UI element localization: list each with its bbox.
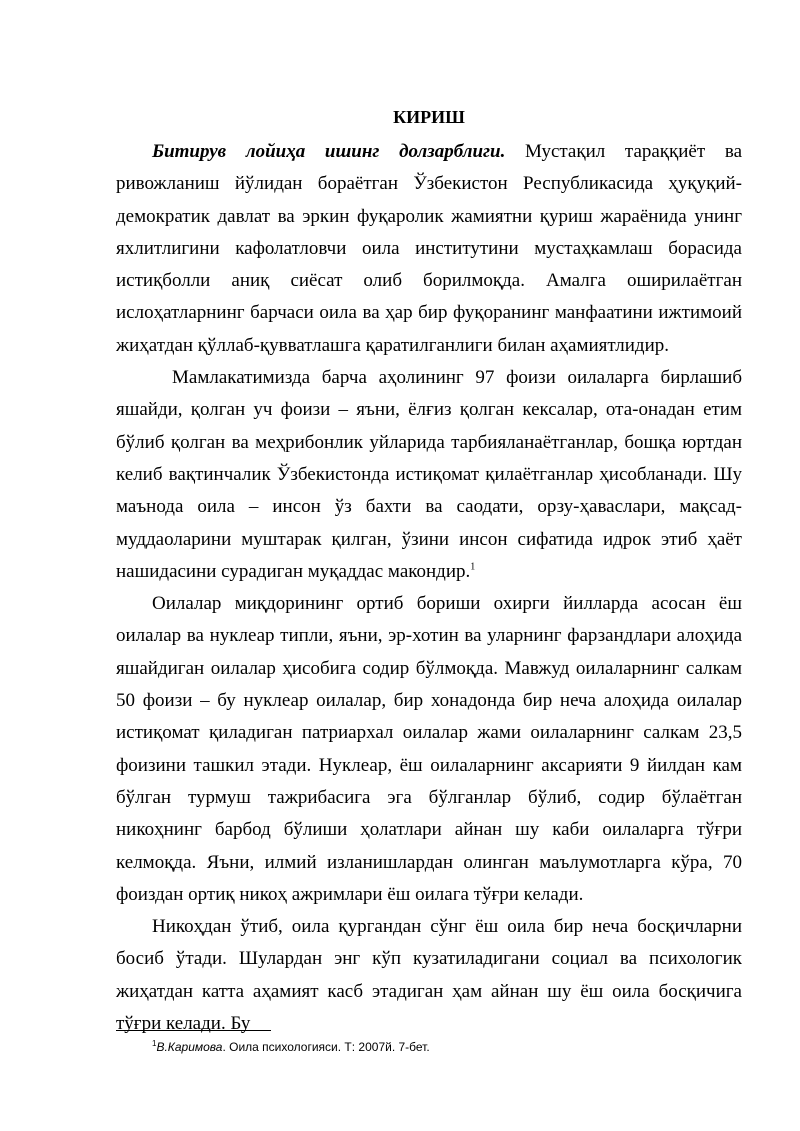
paragraph-2-text: Мамлакатимизда барча аҳолининг 97 фоизи оилаларга бирлашиб яшайди, қолган уч фоизи – яъни, ёлғиз қолган кексалар, ота-онадан етим бўлиб қолган ва меҳрибонлик уйларида тарбияланаётганлар, бошқа юртдан келиб вақтинчалик Ўзбекистонда истиқомат қилаётганлар ҳисобланади. Шу маънода оила – инсон ўз бахти ва саодати, орзу-ҳаваслари, мақсад-муддаоларини муштарак қилган, ўзини инсон сифатида идрок этиб ҳаёт нашидасини сурадиган муқаддас макондир. <box>116 367 742 582</box>
paragraph-4-text: Никоҳдан ўтиб, оила қургандан сўнг ёш оила бир неча босқичларни босиб ўтади. Шулардан энг кўп кузатиладигани социал ва психологик жиҳатдан катта аҳамият касб этадиган ҳам айнан шу ёш оила босқичига тўғри келади. Бу <box>116 916 742 1035</box>
paragraph-2 <box>116 362 742 588</box>
footnote-author: В.Каримова <box>156 1040 223 1054</box>
paragraph-4 <box>116 911 742 1040</box>
footnote-reference[interactable]: 1 <box>470 561 476 573</box>
paragraph-1 <box>116 136 742 362</box>
paragraph-1-text: Мустақил тараққиёт ва ривожланиш йўлидан бораётган Ўзбекистон Республикасида ҳуқуқий-демократик давлат ва эркин фуқаролик жамиятни қуриш жараёнида унинг яхлитлигини кафолатловчи оила институтини мустаҳкамлаш борасида истиқболли аниқ сиёсат олиб борилмоқда. Амалга оширилаётган ислоҳатларнинг барчаси оила ва ҳар бир фуқоранинг манфаатини ижтимоий жиҳатдан қўллаб-қувватлашга қаратилганлиги билан аҳамиятлидир. <box>116 141 742 356</box>
paragraph-3-text: Оилалар миқдорининг ортиб бориши охирги йилларда асосан ёш оилалар ва нуклеар типли, яъни, эр-хотин ва уларнинг фарзандлари алоҳида яшайдиган оилалар ҳисобига содир бўлмоқда. Мавжуд оилаларнинг салкам 50 фоизи – бу нуклеар оилалар, бир хонадонда бир неча алоҳида оилалар истиқомат қиладиган патриархал оилалар жами оилаларнинг салкам 23,5 фоизини ташкил этади. Нуклеар, ёш оилаларнинг аксарияти 9 йилдан кам бўлган турмуш тажрибасига эга бўлганлар бўлиб, содир бўлаётган никоҳнинг барбод бўлиши ҳолатлари айнан шу каби оилаларга тўғри келмоқда. Яъни, илмий изланишлардан олинган маълумотларга кўра, 70 фоиздан ортиқ никоҳ ажримлари ёш оилага тўғри келади. <box>116 593 742 905</box>
footnote <box>152 1040 430 1054</box>
paragraph-3 <box>116 588 742 911</box>
footnote-text: . Оила психологияси. Т: 2007й. 7-бет. <box>222 1040 430 1054</box>
document-page <box>116 106 742 1040</box>
footnote-number: 1 <box>152 1039 157 1048</box>
footnote-separator <box>116 1030 271 1031</box>
paragraph-lead: Битирув лойиҳа ишинг долзарблиги. <box>152 141 506 162</box>
section-title: КИРИШ <box>393 107 465 127</box>
